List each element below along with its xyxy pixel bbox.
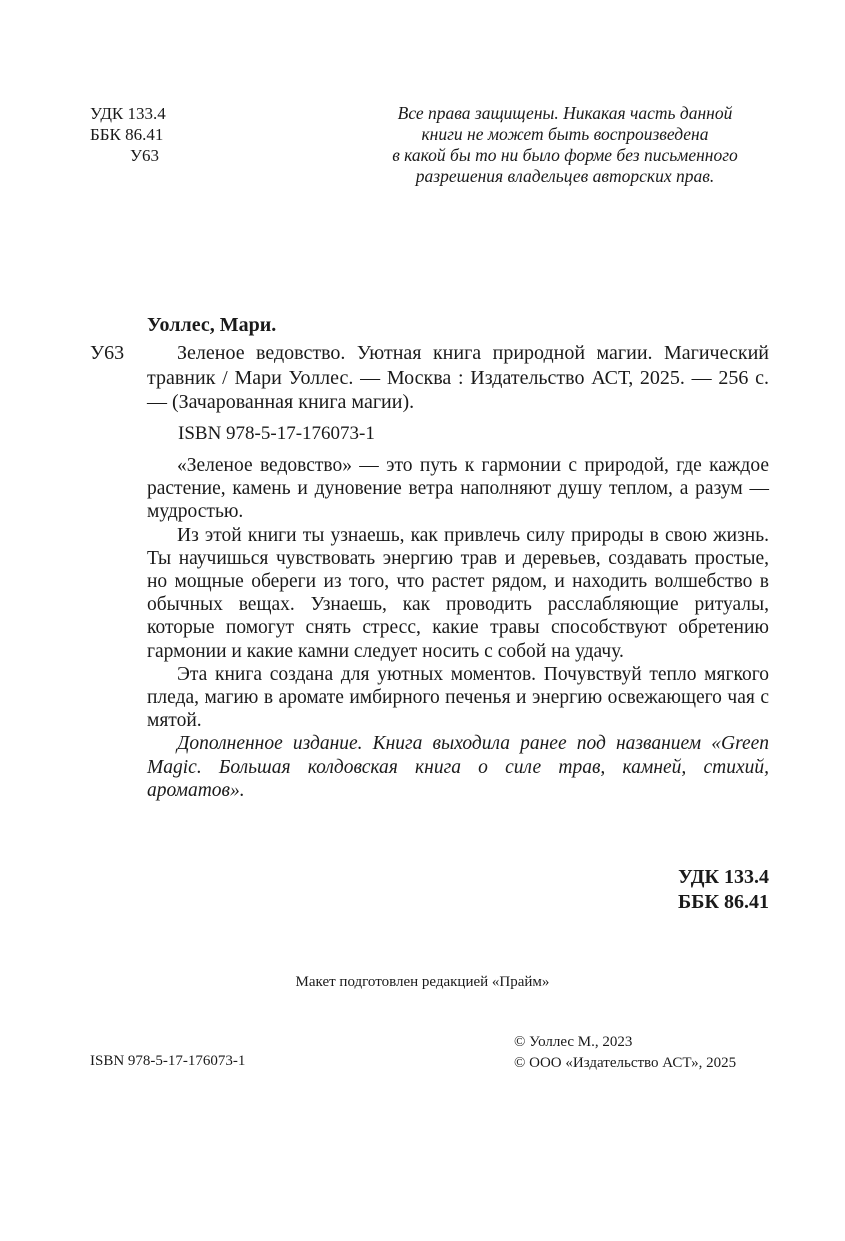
annotation-paragraph: «Зеленое ведовство» — это путь к гармонии с природой, где каждое растение, камень и дуновение ветра наполняют душу теплом, а разум — мудростью. bbox=[147, 455, 769, 523]
copyright-author: © Уоллес М., 2023 bbox=[514, 1034, 633, 1050]
annotation-paragraph: Эта книга создана для уютных моментов. Почувствуй тепло мягкого пледа, магию в аромате имбирного печенья и энергию освежающего чая с мятой. bbox=[147, 663, 769, 732]
classification-bbk: ББК 86.41 bbox=[678, 891, 769, 913]
rights-notice bbox=[345, 103, 785, 187]
copyright bbox=[514, 1032, 736, 1074]
layout-credit: Макет подготовлен редакцией «Прайм» bbox=[295, 974, 550, 990]
header-udk: УДК 133.4 bbox=[90, 104, 166, 123]
isbn-bottom: ISBN 978-5-17-176073-1 bbox=[90, 1053, 246, 1069]
annotation-edition-note: Дополненное издание. Книга выходила ранее под названием «Green Magic. Большая колдовская книга о силе трав, камней, стихий, ароматов». bbox=[147, 733, 769, 801]
rights-line: Все права защищены. Никакая часть данной bbox=[397, 103, 733, 123]
copyright-publisher: © ООО «Издательство АСТ», 2025 bbox=[514, 1055, 737, 1071]
header-bbk: ББК 86.41 bbox=[90, 125, 164, 144]
classification-udk: УДК 133.4 bbox=[678, 866, 769, 888]
annotation bbox=[147, 454, 769, 802]
annotation-paragraph: Из этой книги ты узнаешь, как привлечь силу природы в свою жизнь. Ты научишься чувствовать энергию трав и деревьев, создавать простые, но мощные обереги из того, что растет рядом, и находить волшебство в обычных вещах. Узнаешь, как проводить расслабляющие ритуалы, которые помогут снять стресс, какие травы способствуют обретению гармонии и какие камни следует носить с собой на удачу. bbox=[147, 524, 769, 662]
header-author-code: У63 bbox=[130, 146, 160, 165]
catalog-author: Уоллес, Мари. bbox=[147, 314, 277, 336]
header-codes bbox=[90, 103, 166, 166]
catalog-bibliographic: Зеленое ведовство. Уютная книга природной магии. Магический травник / Мари Уоллес. — Москва : Издательство АСТ, 2025. — 256 с. — (Зачарованная книга магии). bbox=[147, 342, 769, 413]
classification bbox=[678, 865, 769, 915]
rights-line: книги не может быть воспроизведена bbox=[421, 124, 709, 144]
rights-line: в какой бы то ни было форме без письменного bbox=[392, 145, 738, 165]
rights-line: разрешения владельцев авторских прав. bbox=[415, 166, 715, 186]
catalog-isbn: ISBN 978-5-17-176073-1 bbox=[178, 423, 375, 444]
catalog-author-code: У63 bbox=[90, 342, 125, 364]
